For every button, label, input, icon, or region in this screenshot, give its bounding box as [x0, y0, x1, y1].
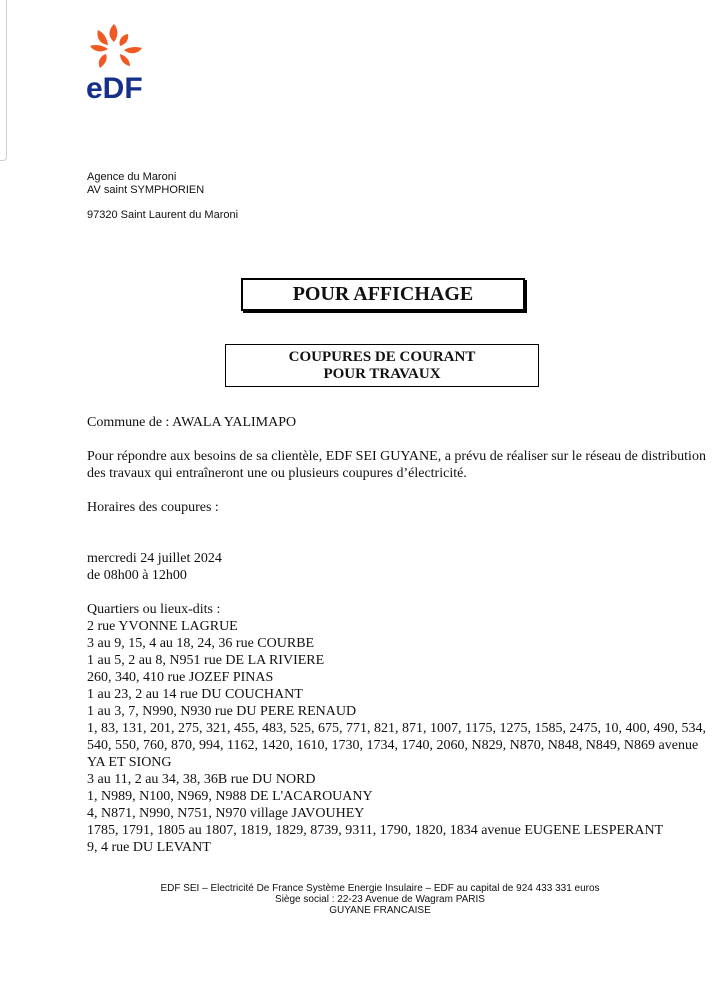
pour-affichage-box — [241, 278, 525, 311]
list-item: 1, 83, 131, 201, 275, 321, 455, 483, 525, 675, 771, 821, 871, 1007, 1175, 1275, 1585, 2475, 10, 400, 490, 534, 540, 550, 760, 870, 994, 1162, 1420, 1610, 1730, 1734, 1740, 2060, N829, N870, N848, N849, N869 avenue YA ET SIONG — [87, 721, 706, 770]
footer-line2: Siège social : 22-23 Avenue de Wagram PARIS — [275, 894, 485, 905]
page-edge — [0, 0, 7, 161]
quartiers-list — [87, 618, 707, 856]
sender-city: 97320 Saint Laurent du Maroni — [87, 209, 239, 221]
footer-line1: EDF SEI – Electricité De France Système Energie Insulaire – EDF au capital de 924 433 331 euros — [160, 883, 600, 894]
date-line: mercredi 24 juillet 2024 — [87, 551, 222, 566]
list-item: 260, 340, 410 rue JOZEF PINAS — [87, 670, 274, 685]
sender-agency: Agence du Maroni — [87, 171, 177, 183]
horaires-label: Horaires des coupures : — [87, 500, 219, 515]
list-item: 1 au 5, 2 au 8, N951 rue DE LA RIVIERE — [87, 653, 325, 668]
sender-street: AV saint SYMPHORIEN — [87, 184, 205, 196]
list-item: 4, N871, N990, N751, N970 village JAVOUHEY — [87, 806, 365, 821]
footer-line3: GUYANE FRANCAISE — [329, 905, 431, 916]
list-item: 1, N989, N100, N969, N988 DE L'ACAROUANY — [87, 789, 373, 804]
footer — [0, 883, 720, 916]
coupures-title-line2: POUR TRAVAUX — [323, 365, 441, 382]
list-item: 1 au 23, 2 au 14 rue DU COUCHANT — [87, 687, 303, 702]
quartiers-label: Quartiers ou lieux-dits : — [87, 602, 221, 617]
time-line: de 08h00 à 12h00 — [87, 568, 187, 583]
notice-body — [87, 414, 717, 856]
list-item: 1785, 1791, 1805 au 1807, 1819, 1829, 8739, 9311, 1790, 1820, 1834 avenue EUGENE LESPERANT — [87, 823, 664, 838]
list-item: 3 au 11, 2 au 34, 38, 36B rue DU NORD — [87, 772, 316, 787]
commune-line: Commune de : AWALA YALIMAPO — [87, 415, 297, 430]
coupures-box — [225, 344, 539, 387]
edf-logo-text: eDF — [86, 72, 143, 105]
pour-affichage-title: POUR AFFICHAGE — [292, 283, 474, 305]
sender-address — [87, 171, 238, 222]
list-item: 9, 4 rue DU LEVANT — [87, 840, 211, 855]
coupures-title-line1: COUPURES DE COURANT — [288, 348, 476, 365]
list-item: 1 au 3, 7, N990, N930 rue DU PERE RENAUD — [87, 704, 357, 719]
intro-paragraph: Pour répondre aux besoins de sa clientèle, EDF SEI GUYANE, a prévu de réaliser sur le réseau de distribution des travaux qui entraîneront une ou plusieurs coupures d’électricité. — [87, 449, 706, 481]
list-item: 3 au 9, 15, 4 au 18, 24, 36 rue COURBE — [87, 636, 315, 651]
list-item: 2 rue YVONNE LAGRUE — [87, 619, 238, 634]
